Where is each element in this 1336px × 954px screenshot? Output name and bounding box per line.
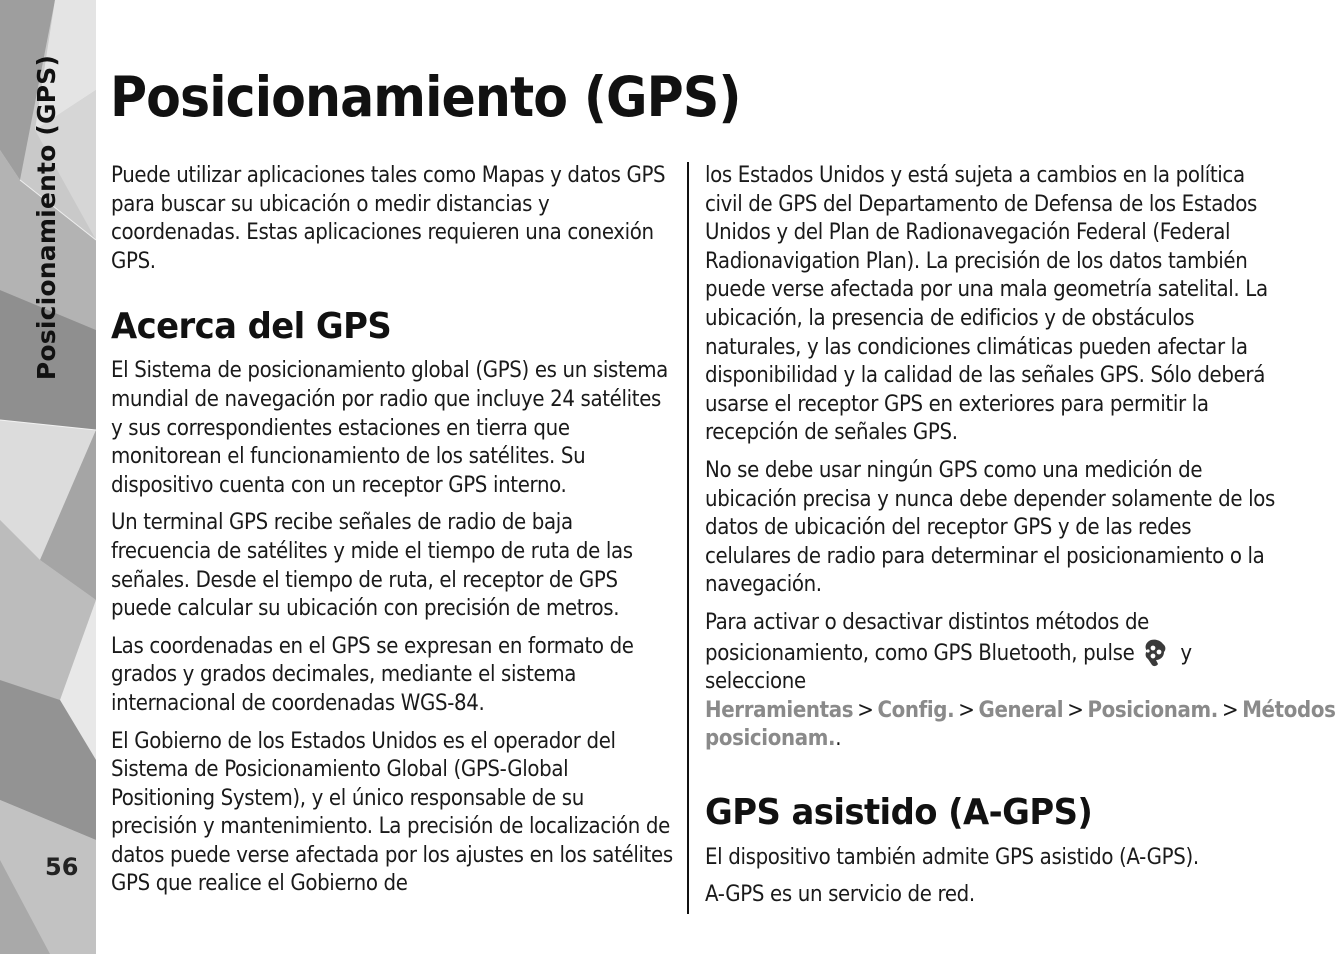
- body-paragraph: No se debe usar ningún GPS como una medición de ubicación precisa y nunca debe depender solamente de los datos de ubicación del receptor GPS y de las redes celulares de radio para determinar el posicionamiento o la navegación.: [705, 457, 1276, 598]
- body-paragraph: A-GPS es un servicio de red.: [705, 882, 975, 908]
- body-paragraph: El dispositivo también admite GPS asistido (A-GPS).: [705, 844, 1199, 870]
- section-heading-agps: GPS asistido (A-GPS): [705, 791, 1093, 833]
- menu-path-metodos-posicionam: Métodos posicionam.: [705, 697, 1336, 752]
- menu-path-config: Config.: [877, 697, 955, 723]
- left-column: [111, 162, 675, 908]
- body-paragraph: los Estados Unidos y está sujeta a cambios en la política civil de GPS del Departamento de Defensa de los Estados Unidos y del Plan de Radionavegación Federal (Federal Radionavigation Plan). La precisión de los datos también puede verse afectada por una mala geometría satelital. La ubicación, la presencia de edificios y de obstáculos naturales, y las condiciones climáticas pueden afectar la disponibilidad y la calidad de las señales GPS. Sólo deberá usarse el receptor GPS en exteriores para permitir la recepción de señales GPS.: [705, 163, 1268, 446]
- page-title: Posicionamiento (GPS): [110, 65, 741, 129]
- body-paragraph: Las coordenadas en el GPS se expresan en formato de grados y grados decimales, mediante el sistema internacional de coordenadas WGS-84.: [111, 633, 634, 716]
- menu-separator: >: [1067, 697, 1084, 723]
- section-heading-about-gps: Acerca del GPS: [111, 306, 392, 348]
- instruction-end: .: [835, 726, 842, 752]
- body-paragraph: El Sistema de posicionamiento global (GPS) es un sistema mundial de navegación por radio que incluye 24 satélites y sus correspondientes estaciones en tierra que monitorean el funcionamiento de los satélites. Su dispositivo cuenta con un receptor GPS interno.: [111, 358, 668, 498]
- menu-key-icon: [1142, 638, 1168, 668]
- instruction-text: y seleccione: [705, 640, 1192, 695]
- menu-separator: >: [857, 697, 874, 723]
- side-chapter-title-text: Posicionamiento (GPS): [32, 54, 62, 381]
- sidebar-band: [0, 0, 96, 954]
- instruction-text: Para activar o desactivar distintos métodos de posicionamiento, como GPS Bluetooth, pulse: [705, 609, 1149, 666]
- menu-path-general: General: [978, 697, 1064, 723]
- menu-separator: >: [1221, 697, 1239, 723]
- body-paragraph: Un terminal GPS recibe señales de radio de baja frecuencia de satélites y mide el tiempo de ruta de las señales. Desde el tiempo de ruta, el receptor de GPS puede calcular su ubicación con precisión de metros.: [111, 510, 633, 622]
- menu-path-posicionam: Posicionam.: [1087, 697, 1218, 723]
- column-divider: [687, 162, 689, 914]
- instruction-paragraph: [705, 609, 1336, 754]
- right-column: [705, 162, 1336, 919]
- body-paragraph: El Gobierno de los Estados Unidos es el operador del Sistema de Posicionamiento Global (GPS-Global Positioning System), y el único responsable de su precisión y mantenimiento. La precisión de localización de datos puede verse afectada por los ajustes en los satélites GPS que realice el Gobierno de: [111, 728, 673, 897]
- menu-separator: >: [958, 697, 975, 723]
- menu-path-herramientas: Herramientas: [705, 697, 854, 723]
- side-chapter-title: [22, 40, 72, 395]
- intro-paragraph: Puede utilizar aplicaciones tales como Mapas y datos GPS para buscar su ubicación o medir distancias y coordenadas. Estas aplicaciones requieren una conexión GPS.: [111, 163, 666, 274]
- page-number: 56: [45, 853, 79, 881]
